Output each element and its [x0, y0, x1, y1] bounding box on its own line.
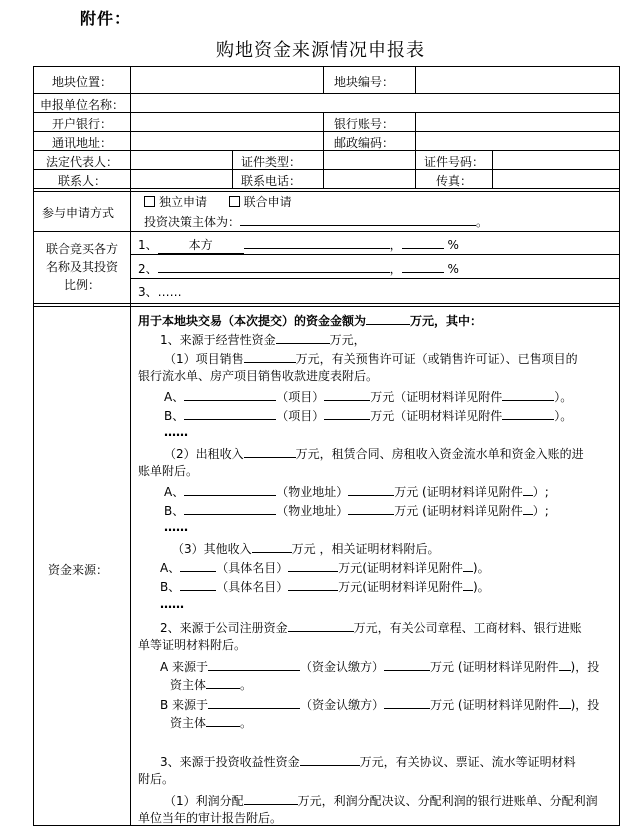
s2-item-a — [160, 658, 599, 675]
p2-item-a-amount[interactable] — [348, 483, 394, 496]
p2-item-a-paren: （物业地址） — [276, 485, 349, 499]
s2-a: 2、来源于公司注册资金 — [160, 621, 288, 635]
fund-heading-a: 用于本地块交易（本次提交）的资金金额为 — [138, 314, 367, 328]
p3-item-b-amount[interactable] — [288, 578, 338, 591]
s2-item-a-investor-blank[interactable] — [206, 676, 240, 689]
p3-ellipsis: …… — [160, 597, 184, 611]
s2-cont: 单等证明材料附后。 — [138, 638, 247, 652]
p2-item-b-proof: 万元 (证明材料详见附件 — [394, 504, 523, 518]
p1-item-b-amount[interactable] — [324, 407, 370, 420]
joint-bidders-label-line3: 比例： — [63, 278, 100, 292]
bank-label: 开户银行： — [52, 117, 113, 131]
fund-heading — [138, 312, 482, 329]
joint-row-3: 3、…… — [138, 285, 182, 299]
s2-item-b-paren: （资金认缴方） — [300, 698, 385, 712]
p1-item-a-amount[interactable] — [324, 388, 370, 401]
s2-item-a-investor — [170, 676, 252, 693]
p1-item-a-prefix: A、 — [164, 390, 185, 404]
p3-item-a-close: )。 — [472, 561, 490, 575]
p1-blank[interactable] — [244, 350, 296, 363]
apply-method-label: 参与申请方式 — [42, 206, 115, 220]
fund-source-label: 资金来源： — [48, 563, 109, 577]
s1-blank[interactable] — [276, 331, 330, 344]
p1-item-a-paren: （项目） — [276, 390, 325, 404]
p1-item-a-close: ）。 — [554, 390, 573, 404]
joint-row-1-comma: ， — [389, 238, 402, 252]
p1-item-a-proof: 万元（证明材料详见附件 — [370, 390, 503, 404]
p1-item-b-paren: （项目） — [276, 409, 325, 423]
p3-a: （3）其他收入 — [172, 542, 252, 556]
joint-row-2-percent-blank[interactable] — [402, 260, 444, 273]
phone-label: 联系电话： — [241, 174, 302, 188]
p1-ellipsis: …… — [164, 425, 188, 439]
applicant-name-label: 申报单位名称： — [40, 98, 125, 112]
s2-item-b — [160, 696, 599, 713]
s3-line — [160, 753, 576, 770]
p1-a: （1）项目销售 — [164, 352, 244, 366]
s3-b: 万元，有关协议、票证、流水等证明材料 — [359, 755, 576, 769]
p1-item-b-attach[interactable] — [502, 407, 554, 420]
p3-item-a-prefix: A、 — [160, 561, 181, 575]
p1-b: 万元，有关预售许可证（或销售许可证）、已售项目的 — [295, 352, 578, 366]
s2-b: 万元，有关公司章程、工商材料、银行进账 — [353, 621, 582, 635]
bank-account-label: 银行账号： — [334, 117, 395, 131]
p2-item-b-paren: （物业地址） — [276, 504, 349, 518]
p2-item-a-prefix: A、 — [164, 485, 185, 499]
s1-text: 1、来源于经营性资金 — [160, 333, 276, 347]
contact-label: 联系人： — [58, 174, 107, 188]
p2-item-b-attach[interactable] — [523, 502, 533, 515]
p2-item-b — [164, 502, 549, 519]
id-number-label: 证件号码： — [424, 155, 485, 169]
p1-item-a-blank[interactable] — [184, 388, 276, 401]
s2-line — [160, 619, 582, 636]
p1-item-b — [164, 407, 572, 424]
s3-blank[interactable] — [300, 753, 360, 766]
s2-item-a-investor-end: 。 — [240, 678, 253, 692]
p2-item-a — [164, 483, 549, 500]
form-title: 购地资金来源情况申报表 — [216, 40, 425, 61]
s2-item-a-proof: 万元 (证明材料详见附件 — [430, 660, 559, 674]
p3-item-a-blank[interactable] — [180, 559, 216, 572]
p2-cont: 账单附后。 — [138, 464, 199, 478]
joint-bidders-label — [34, 240, 130, 294]
postal-code-label: 邮政编码： — [334, 136, 395, 150]
s3-a: 3、来源于投资收益性资金 — [160, 755, 300, 769]
s2-item-b-blank[interactable] — [208, 696, 300, 709]
parcel-location-label: 地块位置： — [52, 75, 113, 89]
p2-item-a-attach[interactable] — [523, 483, 533, 496]
independent-option-label: 独立申请 — [159, 195, 208, 209]
apply-options — [144, 195, 292, 210]
p3-blank[interactable] — [252, 540, 292, 553]
joint-row-2-comma: ， — [389, 262, 402, 276]
q1-line — [164, 792, 598, 809]
attachment-label: 附件： — [80, 9, 132, 28]
p2-a: （2）出租收入 — [164, 447, 244, 461]
s1-end: 万元， — [329, 333, 366, 347]
joint-row-1-percent: % — [447, 238, 459, 252]
p1-item-b-close: ）。 — [554, 409, 573, 423]
id-type-label: 证件类型： — [241, 155, 302, 169]
p2-line — [164, 445, 584, 462]
s2-item-a-close: )，投 — [570, 660, 600, 674]
p3-item-b-paren: （具体名目） — [216, 580, 289, 594]
joint-bidders-label-line2: 名称及其投资 — [45, 260, 118, 274]
p2-item-a-close: ）; — [532, 485, 549, 499]
p2-blank[interactable] — [244, 445, 296, 458]
p2-ellipsis: …… — [164, 520, 188, 534]
s2-item-b-investor — [170, 714, 252, 731]
p1-item-b-blank[interactable] — [184, 407, 276, 420]
p3-item-a-attach[interactable] — [463, 559, 473, 572]
p3-item-a-amount[interactable] — [288, 559, 338, 572]
p3-item-b-proof: 万元(证明材料详见附件 — [338, 580, 463, 594]
q1-a: （1）利润分配 — [164, 794, 244, 808]
p3-item-a — [160, 559, 490, 576]
p1-line — [164, 350, 578, 367]
p2-item-a-blank[interactable] — [184, 483, 276, 496]
declaration-form — [33, 66, 620, 826]
fax-label: 传真： — [436, 174, 473, 188]
s1-line — [160, 331, 366, 348]
joint-row-1-percent-blank[interactable] — [402, 236, 444, 249]
q1-b: 万元，利润分配决议、分配利润的银行进账单、分配利润 — [297, 794, 598, 808]
joint-row-1-blank[interactable] — [244, 236, 390, 249]
legal-rep-label: 法定代表人： — [46, 155, 119, 169]
q1-blank[interactable] — [244, 792, 298, 805]
p3-line — [172, 540, 439, 557]
p3-item-a-proof: 万元(证明材料详见附件 — [338, 561, 463, 575]
s2-item-a-amount[interactable] — [384, 658, 430, 671]
p1-item-a-attach[interactable] — [502, 388, 554, 401]
s2-item-a-attach[interactable] — [559, 658, 571, 671]
s2-item-a-investor-label: 资主体 — [170, 678, 207, 692]
joint-row-2-prefix: 2、 — [138, 262, 158, 276]
s2-item-a-prefix: A 来源于 — [160, 660, 209, 674]
s2-item-b-close: )，投 — [570, 698, 600, 712]
fund-total-blank[interactable] — [366, 312, 410, 325]
p3-item-b — [160, 578, 490, 595]
s3-cont: 附后。 — [138, 772, 175, 786]
parcel-number-label: 地块编号： — [334, 75, 395, 89]
s2-item-b-investor-end: 。 — [240, 716, 253, 730]
p3-item-b-attach[interactable] — [463, 578, 473, 591]
p3-item-b-prefix: B、 — [160, 580, 181, 594]
p1-item-b-proof: 万元（证明材料详见附件 — [370, 409, 503, 423]
fund-heading-b: 万元，其中： — [410, 314, 483, 328]
q1-cont: 单位当年的审计报告附后。 — [138, 811, 283, 825]
joint-checkbox[interactable] — [229, 196, 240, 207]
independent-checkbox[interactable] — [144, 196, 155, 207]
joint-row-2-blank[interactable] — [158, 260, 390, 273]
joint-row-2-percent: % — [447, 262, 459, 276]
p2-item-a-proof: 万元 (证明材料详见附件 — [394, 485, 523, 499]
s2-item-b-investor-label: 资主体 — [170, 716, 207, 730]
joint-row-1 — [138, 236, 459, 254]
p2-item-b-prefix: B、 — [164, 504, 185, 518]
p2-item-b-close: ）; — [532, 504, 549, 518]
decision-subject-blank[interactable] — [240, 213, 476, 226]
s2-item-a-paren: （资金认缴方） — [300, 660, 385, 674]
s2-item-b-prefix: B 来源于 — [160, 698, 209, 712]
s2-item-a-blank[interactable] — [208, 658, 300, 671]
p1-item-a — [164, 388, 572, 405]
p1-cont: 银行流水单、房产项目销售收款进度表附后。 — [138, 369, 379, 383]
joint-bidders-label-line1: 联合竞买各方 — [45, 242, 118, 256]
p3-item-b-close: )。 — [472, 580, 490, 594]
joint-row-1-prefix: 1、 — [138, 238, 158, 252]
joint-option-label: 联合申请 — [243, 195, 292, 209]
address-label: 通讯地址： — [52, 136, 113, 150]
s2-item-b-investor-blank[interactable] — [206, 714, 240, 727]
p3-item-a-paren: （具体名目） — [216, 561, 289, 575]
p1-item-b-prefix: B、 — [164, 409, 185, 423]
joint-row-1-name: 本方 — [158, 238, 244, 254]
p2-item-b-amount[interactable] — [348, 502, 394, 515]
decision-subject-label: 投资决策主体为： — [144, 215, 241, 229]
p2-item-b-blank[interactable] — [184, 502, 276, 515]
p2-b: 万元，租赁合同、房租收入资金流水单和资金入账的进 — [295, 447, 584, 461]
s2-item-b-attach[interactable] — [559, 696, 571, 709]
s2-item-b-proof: 万元 (证明材料详见附件 — [430, 698, 559, 712]
decision-subject-end: 。 — [476, 215, 489, 229]
decision-subject-line — [144, 213, 488, 230]
p3-item-b-blank[interactable] — [180, 578, 216, 591]
p3-b: 万元 ，相关证明材料附后。 — [291, 542, 440, 556]
s2-item-b-amount[interactable] — [384, 696, 430, 709]
joint-row-2 — [138, 260, 459, 277]
s2-blank[interactable] — [288, 619, 354, 632]
